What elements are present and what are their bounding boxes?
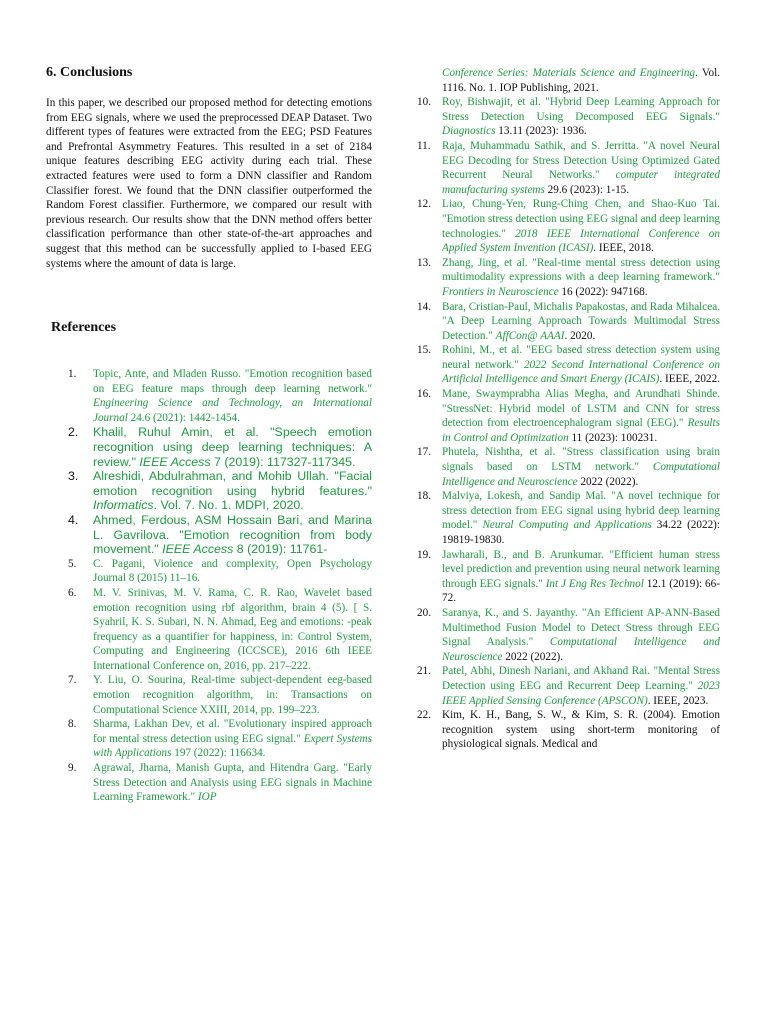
reference-venue: Int J Eng Res Technol xyxy=(545,577,644,590)
reference-venue: Neural Computing and Applications xyxy=(482,519,652,532)
reference-venue: Frontiers in Neuroscience xyxy=(442,285,559,298)
reference-text: Raja, Muhammadu Sathik, and S. Jerritta. "A novel Neural EEG Decoding for Stress Detection Using Optimized Gated Recurrent Neural Networks." xyxy=(442,139,720,182)
reference-text: Phutela, Nishtha, et al. "Stress classification using brain signals based on LSTM network." xyxy=(442,446,720,474)
reference-number: 20. xyxy=(417,606,431,619)
reference-text: Rohini, M., et al. "EEG based stress detection system using neural network." xyxy=(442,344,720,371)
reference-number: 19. xyxy=(417,548,431,561)
reference-venue: AffCon@ AAAI xyxy=(495,329,565,342)
reference-number: 15. xyxy=(417,344,431,357)
reference-text: Patel, Abhi, Dinesh Nariani, and Akhand Rai. "Mental Stress Detection using EEG and Recurrent Deep Learning." xyxy=(442,665,720,692)
reference-venue: 2023 IEEE Applied Sensing Conference (APSCON) xyxy=(442,679,720,707)
reference-details: 34.22 (2022): 19819-19830. xyxy=(442,519,721,546)
reference-item xyxy=(46,717,372,761)
reference-venue: IEEE Access xyxy=(139,454,211,469)
reference-text: Liao, Chung-Yen, Rung-Ching Chen, and Shao-Kuo Tai. "Emotion stress detection using EEG signal and deep learning technologies." xyxy=(442,198,720,240)
reference-item xyxy=(46,761,372,805)
reference-number: 17. xyxy=(417,446,431,459)
reference-details: 12.1 (2019): 66-72. xyxy=(442,577,720,605)
reference-number: 18. xyxy=(417,490,431,503)
reference-item xyxy=(46,513,372,557)
reference-text: Y. Liu, O. Sourina, Real-time subject-dependent eeg-based emotion recognition algorithm, in: Transactions on Computational Science XXIII, 2014, pp. 199–223. xyxy=(93,674,372,716)
reference-text: Saranya, K., and S. Jayanthy. "An Efficient AP-ANN-Based Multimethod Fusion Model to Detect Stress through EEG Signal Analysis." xyxy=(442,606,720,649)
reference-number: 2. xyxy=(68,425,79,440)
reference-item xyxy=(414,606,720,664)
reference-item xyxy=(414,489,720,547)
reference-details: 16 (2022): 947168. xyxy=(558,285,648,298)
reference-text: Khalil, Ruhul Amin, et al. "Speech emotion recognition using deep learning techniques: A review." xyxy=(93,425,372,469)
reference-item xyxy=(46,367,372,425)
reference-venue: Expert Systems with Applications xyxy=(93,732,372,760)
reference-details: . Vol. 1116. No. 1. IOP Publishing, 2021. xyxy=(442,67,720,94)
reference-details: 11 (2023): 100231. xyxy=(568,431,658,444)
reference-details: . Vol. 7. No. 1. MDPI, 2020. xyxy=(153,498,304,513)
reference-item xyxy=(46,673,372,717)
reference-venue: IOP xyxy=(197,791,217,804)
reference-item xyxy=(414,256,720,300)
reference-item xyxy=(414,197,720,255)
reference-item xyxy=(414,300,720,344)
reference-details: 13.11 (2023): 1936. xyxy=(495,125,587,138)
reference-details: . IEEE, 2023. xyxy=(647,694,709,707)
reference-item xyxy=(46,557,372,586)
reference-text: Topic, Ante, and Mladen Russo. "Emotion recognition based on EEG feature maps through deep learning network." xyxy=(93,368,372,395)
reference-item xyxy=(414,95,720,139)
reference-text: Agrawal, Jharna, Manish Gupta, and Hitendra Garg. "Early Stress Detection and Analysis using EEG signals in Machine Learning Framework." xyxy=(93,762,372,804)
reference-number: 5. xyxy=(68,557,77,570)
reference-number: 4. xyxy=(68,512,79,527)
reference-item xyxy=(46,469,372,513)
reference-text: C. Pagani, Violence and complexity, Open Psychology Journal 8 (2015) 11–16. xyxy=(93,557,372,585)
reference-text: Bara, Cristian-Paul, Michalis Papakostas, and Rada Mihalcea. "A Deep Learning Approach Towards Multimodal Stress Detection." xyxy=(442,300,720,342)
references-heading: References xyxy=(51,320,117,335)
reference-details: 197 (2022): 116634. xyxy=(171,747,266,760)
reference-item xyxy=(414,708,720,752)
reference-number: 1. xyxy=(68,368,77,380)
reference-details: 29.6 (2023): 1-15. xyxy=(544,183,630,196)
reference-number: 11. xyxy=(417,139,431,152)
reference-venue: IEEE Access xyxy=(162,542,234,557)
reference-item xyxy=(414,664,720,708)
reference-details: 2022 (2022). xyxy=(577,475,639,488)
reference-number: 21. xyxy=(417,665,431,678)
reference-venue: 2018 IEEE International Conference on Applied System Invention (ICASI) xyxy=(442,227,720,255)
reference-details: 8 (2019): 11761- xyxy=(233,542,328,557)
reference-number: 13. xyxy=(417,256,431,269)
reference-venue: Engineering Science and Technology, an International Journal xyxy=(93,397,372,424)
reference-venue: Computational Intelligence and Neuroscience xyxy=(442,636,720,663)
reference-venue: Results in Control and Optimization xyxy=(442,417,720,444)
reference-continuation xyxy=(414,66,720,95)
reference-item xyxy=(414,139,720,197)
reference-item xyxy=(46,586,372,674)
reference-venue: computer integrated manufacturing systems xyxy=(442,169,720,196)
reference-details: 7 (2019): 117327-117345. xyxy=(210,454,356,469)
reference-text: Ahmed, Ferdous, ASM Hossain Bari, and Marina L. Gavrilova. "Emotion recognition from body movement." xyxy=(93,512,372,557)
reference-venue: Diagnostics xyxy=(442,125,496,138)
references-list-left xyxy=(46,367,372,805)
reference-text: Roy, Bishwajit, et al. "Hybrid Deep Learning Approach for Stress Detection Using Decomposed EEG Signals." xyxy=(442,96,720,123)
reference-item xyxy=(414,445,720,489)
reference-venue: Conference Series: Materials Science and Engineering xyxy=(442,67,696,79)
reference-number: 3. xyxy=(68,469,79,484)
reference-details: . IEEE, 2022. xyxy=(659,373,720,386)
reference-item xyxy=(46,425,372,469)
reference-details: . 2020. xyxy=(564,329,596,342)
conclusions-paragraph: In this paper, we described our proposed method for detecting emotions from EEG signals, where we used the preprocessed DEAP Dataset. Two different types of features were extracted from the EEG; PSD Features and Prefrontal Asymmetry Features. This resulted in a set of 2184 unique features describing EEG activity during each trial. These extracted features were used to form a DNN classifier and Random Classifier forest. We found that the DNN classifier outperformed the Random Forest classifier. Furthermore, we compared our result with previous research. Our results show that the DNN method offers better classification performance than other state-of-the-art approaches and suggest that this method can be successfully applied to I-based EEG systems where the amount of data is large. xyxy=(46,97,372,270)
conclusions-heading: 6. Conclusions xyxy=(46,65,133,80)
reference-number: 12. xyxy=(417,198,431,211)
reference-text: Kim, K. H., Bang, S. W., & Kim, S. R. (2004). Emotion recognition system using short-term monitoring of physiological signals. Medical and xyxy=(442,709,720,751)
reference-details: 24.6 (2021): 1442-1454. xyxy=(127,411,240,424)
reference-number: 9. xyxy=(68,762,77,775)
reference-venue: 2022 Second International Conference on Artificial Intelligence and Smart Energy (ICAIS) xyxy=(442,358,720,386)
reference-details: 2022 (2022). xyxy=(502,650,564,663)
reference-number: 6. xyxy=(68,586,77,599)
reference-venue: Computational Intelligence and Neuroscience xyxy=(442,461,720,488)
reference-number: 8. xyxy=(68,718,77,731)
reference-item xyxy=(414,343,720,387)
reference-text: Mane, Swaymprabha Alias Megha, and Arundhati Shinde. "StressNet: Hybrid model of LSTM and CNN for stress detection from electroencephalogram signal (EEG)." xyxy=(442,388,720,430)
reference-venue: Informatics xyxy=(93,498,154,513)
references-list-right xyxy=(414,66,720,752)
reference-item xyxy=(414,387,720,445)
reference-number: 14. xyxy=(417,300,431,313)
reference-number: 10. xyxy=(417,96,431,109)
reference-text: M. V. Srinivas, M. V. Rama, C. R. Rao, Wavelet based emotion recognition using rbf algorithm, brain 4 (5). [ S. Syahril, K. S. Subari, N. N. Ahmad, Eeg and emotions: -peak frequency as a quantifier for happiness, in: Control System, Computing and Engineering (ICCSCE), 2016 6th IEEE International Conference on, 2016, pp. 217–222. xyxy=(93,586,372,672)
reference-details: . IEEE, 2018. xyxy=(593,242,654,255)
reference-text: Sharma, Lakhan Dev, et al. "Evolutionary inspired approach for mental stress detection using EEG signal." xyxy=(93,718,372,745)
reference-text: Malviya, Lokesh, and Sandip Mal. "A novel technique for stress detection from EEG signal using hybrid deep learning model." xyxy=(442,490,720,532)
reference-number: 22. xyxy=(417,709,431,722)
reference-item xyxy=(414,548,720,606)
reference-number: 16. xyxy=(417,388,431,401)
reference-text: Zhang, Jing, et al. "Real-time mental stress detection using multimodality expressions with a deep learning framework." xyxy=(442,256,720,284)
reference-text: Alreshidi, Abdulrahman, and Mohib Ullah. "Facial emotion recognition using hybrid features." xyxy=(93,469,372,498)
reference-number: 7. xyxy=(68,674,77,687)
reference-text: Jawharali, B., and B. Arunkumar. "Efficient human stress level prediction and prevention using neural network learning through EEG signals." xyxy=(442,548,720,590)
